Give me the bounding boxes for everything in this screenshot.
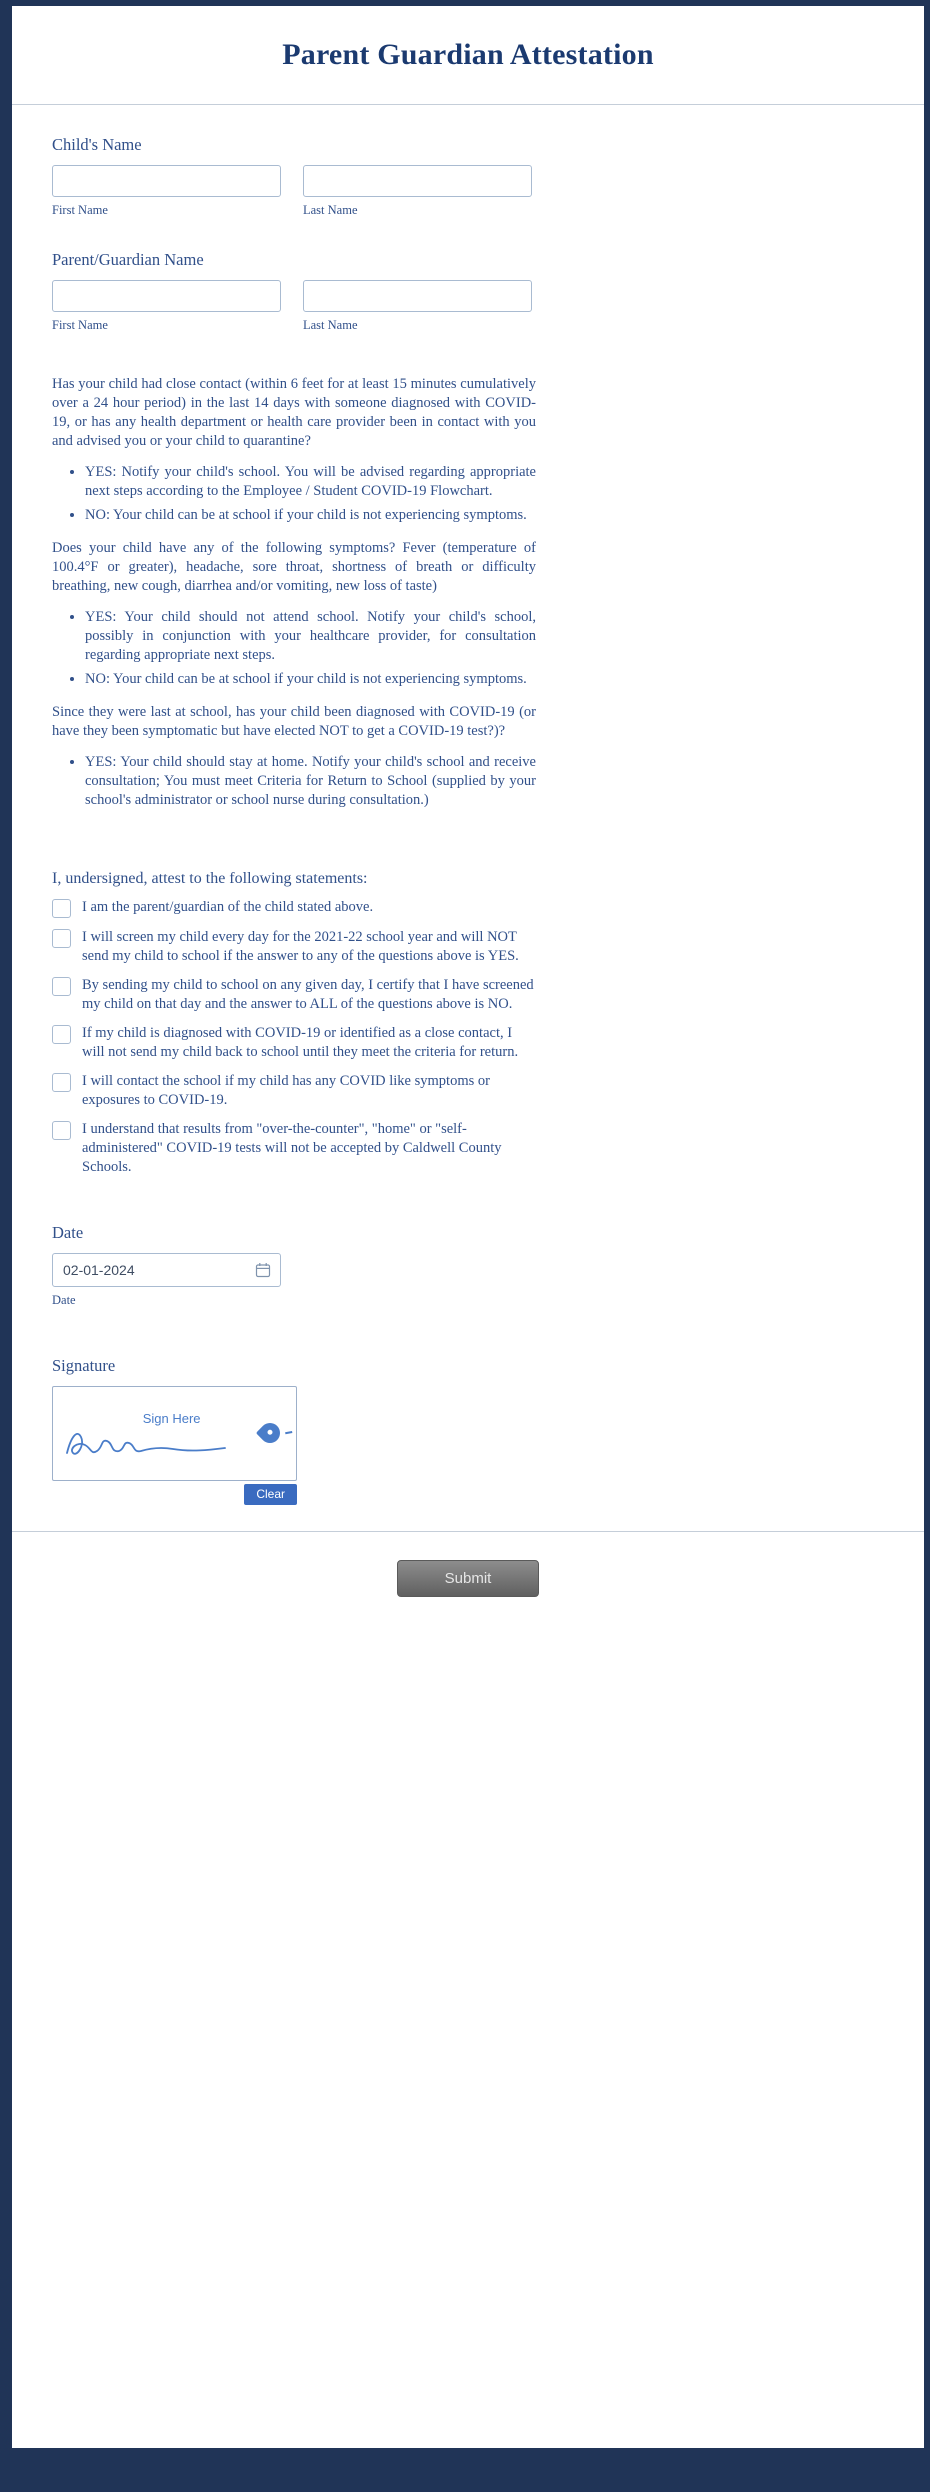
parent-name-row <box>52 280 536 333</box>
child-last-name-sublabel: Last Name <box>303 203 358 217</box>
attestation-option-6[interactable] <box>52 1120 536 1177</box>
parent-first-name-input[interactable] <box>52 280 281 312</box>
attestation-option-label: If my child is diagnosed with COVID-19 or identified as a close contact, I will not send my child back to school until they meet the criteria for return. <box>82 1025 519 1060</box>
attestation-option-label: By sending my child to school on any given day, I certify that I have screened my child on that day and the answer to ALL of the questions above is NO. <box>82 977 534 1012</box>
question-2-text: Does your child have any of the following symptoms? Fever (temperature of 100.4°F or greater), headache, sore throat, shortness of breath or difficulty breathing, new cough, diarrhea and/or vomiting, new loss of taste) <box>52 540 536 594</box>
attestation-field <box>52 870 536 1177</box>
question-3-text: Since they were last at school, has your child been diagnosed with COVID-19 (or have they been symptomatic but have elected NOT to get a COVID-19 test?)? <box>52 704 536 739</box>
attestation-option-label: I will contact the school if my child has any COVID like symptoms or exposures to COVID-19. <box>82 1073 490 1108</box>
child-name-row <box>52 165 536 218</box>
child-name-field <box>52 135 536 218</box>
question-2-bullets <box>52 608 536 689</box>
attestation-option-label: I understand that results from "over-the-counter", "home" or "self-administered" COVID-19 tests will not be accepted by Caldwell County Schools. <box>82 1121 502 1175</box>
child-last-name-group <box>303 165 532 218</box>
bullet-item: • NO: Your child can be at school if your child is not experiencing symptoms. <box>85 506 536 525</box>
attestation-option-4[interactable] <box>52 1024 536 1062</box>
attestation-option-2[interactable] <box>52 928 536 966</box>
pen-nib-icon <box>256 1419 284 1447</box>
date-label: Date <box>52 1223 84 1242</box>
signature-pad[interactable] <box>52 1386 297 1481</box>
parent-name-label: Parent/Guardian Name <box>52 250 204 269</box>
question-1-bullets <box>52 463 536 525</box>
child-name-label: Child's Name <box>52 135 142 154</box>
attestation-checkbox-1[interactable] <box>52 899 71 918</box>
attestation-option-label: I am the parent/guardian of the child stated above. <box>82 899 374 915</box>
submit-button[interactable]: Submit <box>397 1560 539 1597</box>
calendar-icon[interactable] <box>255 1262 271 1278</box>
attestation-checkbox-5[interactable] <box>52 1073 71 1092</box>
parent-last-name-input[interactable] <box>303 280 532 312</box>
date-sublabel: Date <box>52 1293 76 1307</box>
attestation-option-1[interactable] <box>52 898 536 918</box>
question-1-text: Has your child had close contact (within 6 feet for at least 15 minutes cumulatively over a 24 hour period) in the last 14 days with someone diagnosed with COVID-19, or has any health department or health care provider been in contact with you and advised you or your child to quarantine? <box>52 376 536 449</box>
signature-label: Signature <box>52 1356 116 1375</box>
attestation-checkbox-3[interactable] <box>52 977 71 996</box>
signature-squiggle <box>61 1419 241 1469</box>
attestation-checkbox-6[interactable] <box>52 1121 71 1140</box>
submit-row <box>12 1532 924 1597</box>
screening-questions <box>52 375 536 810</box>
attestation-checkbox-2[interactable] <box>52 929 71 948</box>
signature-field-group <box>52 1356 536 1505</box>
parent-first-name-sublabel: First Name <box>52 318 108 332</box>
attestation-checkbox-4[interactable] <box>52 1025 71 1044</box>
child-last-name-input[interactable] <box>303 165 532 197</box>
bullet-item: • YES: Your child should stay at home. Notify your child's school and receive consultation; You must meet Criteria for Return to School (supplied by your school's administrator or school nurse during consultation.) <box>85 753 536 810</box>
attestation-heading: I, undersigned, attest to the following statements: <box>52 870 368 887</box>
question-3-bullets <box>52 753 536 810</box>
parent-last-name-sublabel: Last Name <box>303 318 358 332</box>
bullet-item: • YES: Your child should not attend school. Notify your child's school, possibly in conjunction with your healthcare provider, for consultation regarding appropriate next steps. <box>85 608 536 665</box>
signature-clear-button[interactable]: Clear <box>244 1484 297 1505</box>
attestation-option-5[interactable] <box>52 1072 536 1110</box>
bullet-item: • NO: Your child can be at school if your child is not experiencing symptoms. <box>85 670 536 689</box>
child-first-name-sublabel: First Name <box>52 203 108 217</box>
form-content <box>12 105 536 1505</box>
bullet-item: • YES: Notify your child's school. You will be advised regarding appropriate next steps according to the Employee / Student COVID-19 Flowchart. <box>85 463 536 501</box>
parent-name-field <box>52 250 536 333</box>
sign-here-label: Sign Here <box>142 1411 201 1426</box>
page-title: Parent Guardian Attestation <box>282 38 654 71</box>
attestation-option-3[interactable] <box>52 976 536 1014</box>
attestation-option-label: I will screen my child every day for the 2021-22 school year and will NOT send my child to school if the answer to any of the questions above is YES. <box>82 929 519 964</box>
date-value: 02-01-2024 <box>63 1262 135 1278</box>
parent-last-name-group <box>303 280 532 333</box>
date-input[interactable] <box>52 1253 281 1287</box>
parent-first-name-group <box>52 280 281 333</box>
signature-clear-row <box>52 1484 297 1505</box>
form-header <box>12 6 924 104</box>
child-first-name-input[interactable] <box>52 165 281 197</box>
date-field-group <box>52 1223 536 1308</box>
child-first-name-group <box>52 165 281 218</box>
form-card <box>12 6 924 2448</box>
